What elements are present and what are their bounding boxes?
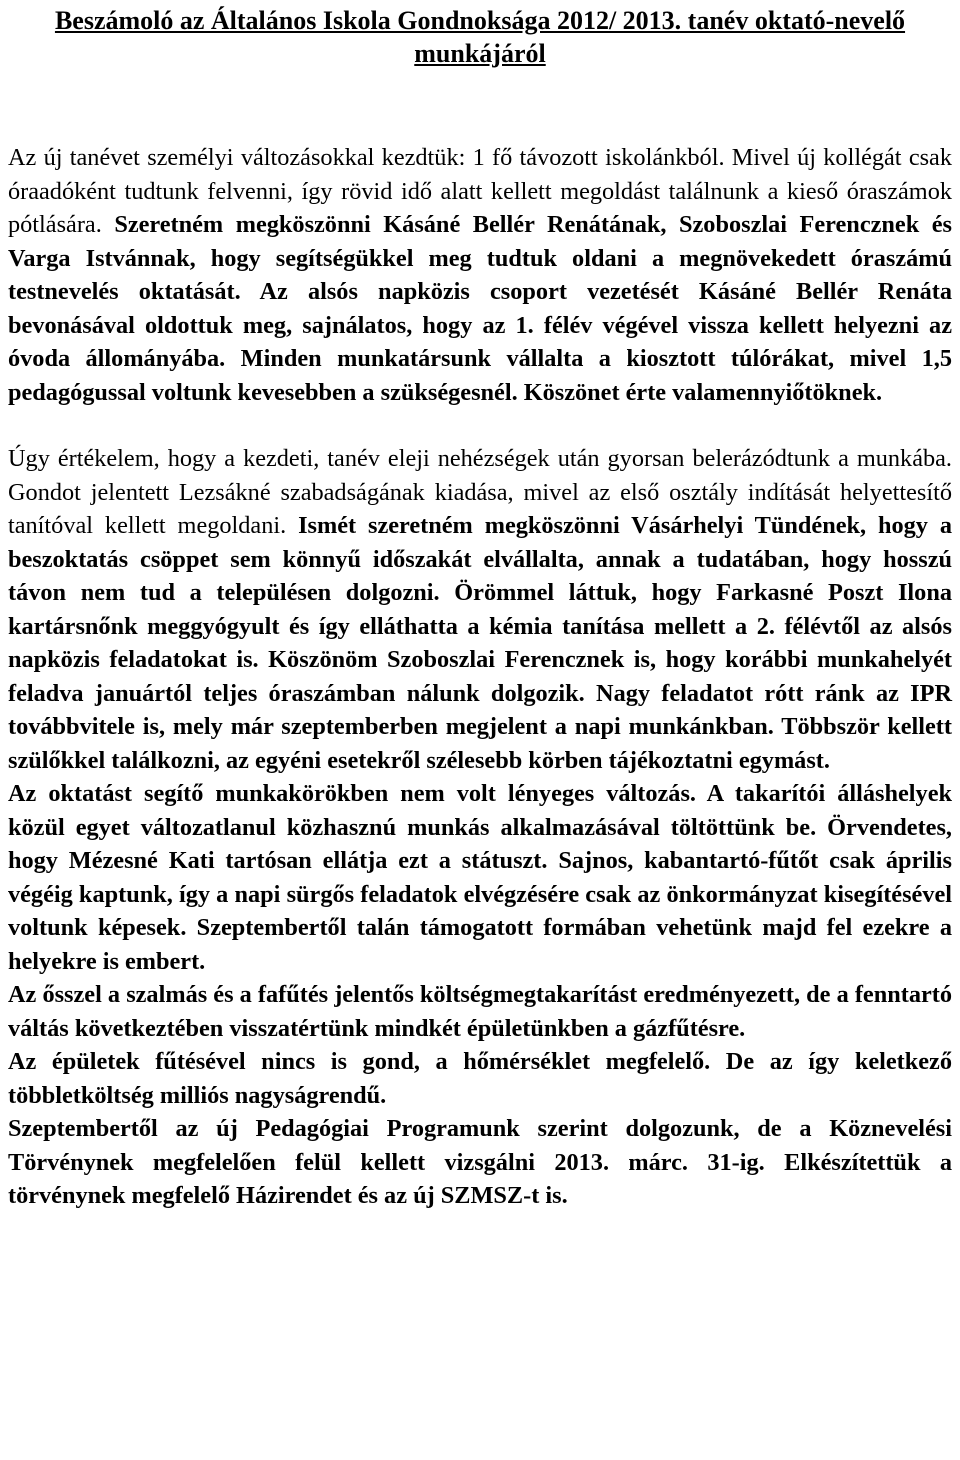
document-title: Beszámoló az Általános Iskola Gondnoksága 2012/ 2013. tanév oktató-nevelő munkájáról: [54, 6, 906, 68]
paragraph-pedagogical-program: [8, 1112, 952, 1213]
paragraph-bold-text: Szeptembertől az új Pedagógiai Programunk szerint dolgozunk, de a Köznevelési Törvénynek megfelelően felül kellett vizsgálni 2013. márc. 31-ig. Elkészítettük a törvénynek megfelelő Házirendet és az új SZMSZ-t is.: [8, 1115, 952, 1209]
paragraph-bold-text: Az épületek fűtésével nincs is gond, a hőmérséklet megfelelő. De az így keletkező többletköltség milliós nagyságrendű.: [8, 1048, 952, 1109]
paragraph-support-staff: [8, 777, 952, 978]
spacer: [8, 70, 952, 141]
paragraph-bold-text: Ismét szeretném megköszönni Vásárhelyi Tündének, hogy a beszoktatás csöppet sem könnyű időszakát elvállalta, annak a tudatában, hogy hosszú távon nem tud a településen dolgozni. Örömmel láttuk, hogy Farkasné Poszt Ilona kartársnőnk meggyógyult és így elláthatta a kémia tanítása mellett a 2. félévtől az alsós napközis feladatokat is. Köszönöm Szoboszlai Ferencznek is, hogy korábbi munkahelyét feladva januártól teljes óraszámban nálunk dolgozik. Nagy feladatot rótt ránk az IPR továbbvitele is, mely már szeptemberben megjelent a napi munkánkban. Többször kellett szülőkkel találkozni, az egyéni esetekről szélesebb körben tájékoztatni egymást.: [8, 512, 952, 774]
paragraph-plain-text: Az új tanévet személyi változásokkal kezdtük: 1 fő távozott iskolánkból. Mivel új kollégát csak óraadóként tudtunk felvenni, így rövid idő alatt kellett megoldást találnunk a kieső óraszámok pótlására.: [8, 144, 952, 238]
paragraph-plain-text: Úgy értékelem, hogy a kezdeti, tanév eleji nehézségek után gyorsan belerázódtunk a munkába. Gondot jelentett Lezsákné szabadságának kiadása, mivel az első osztály indítását helyettesítő tanítóval kellett megoldani.: [8, 445, 952, 539]
paragraph-bold-text: Az ősszel a szalmás és a fafűtés jelentős költségmegtakarítást eredményezett, de a fenntartó váltás következtében visszatértünk mindkét épületünkben a gázfűtésre.: [8, 981, 952, 1042]
paragraph-bold-text: Az oktatást segítő munkakörökben nem volt lényeges változás. A takarítói álláshelyek közül egyet változatlanul közhasznú munkás alkalmazásával töltöttünk be. Örvendetes, hogy Mézesné Kati tartósan ellátja ezt a státuszt. Sajnos, kabantartó-fűtőt csak április végéig kaptunk, így a napi sürgős feladatok elvégzésére csak az önkormányzat kisegítésével voltunk képesek. Szeptembertől talán támogatott formában vehetünk majd fel ezekre a helyekre is embert.: [8, 780, 952, 975]
paragraph-evaluation: [8, 442, 952, 777]
paragraph-building-heating: [8, 1045, 952, 1112]
paragraph-heating: [8, 978, 952, 1045]
spacer: [8, 409, 952, 442]
paragraph-bold-text: Szeretném megköszönni Kásáné Bellér Renátának, Szoboszlai Ferencznek és Varga Istvánnak, hogy segítségükkel meg tudtuk oldani a megnövekedett óraszámú testnevelés oktatását. Az alsós napközis csoport vezetését Kásáné Bellér Renáta bevonásával oldottuk meg, sajnálatos, hogy az 1. félév végével vissza kellett helyezni az óvoda állományába. Minden munkatársunk vállalta a kiosztott túlórákat, mivel 1,5 pedagógussal voltunk kevesebben a szükségesnél. Köszönet érte valamennyiőtöknek.: [8, 211, 952, 406]
paragraph-staff-changes: [8, 141, 952, 409]
